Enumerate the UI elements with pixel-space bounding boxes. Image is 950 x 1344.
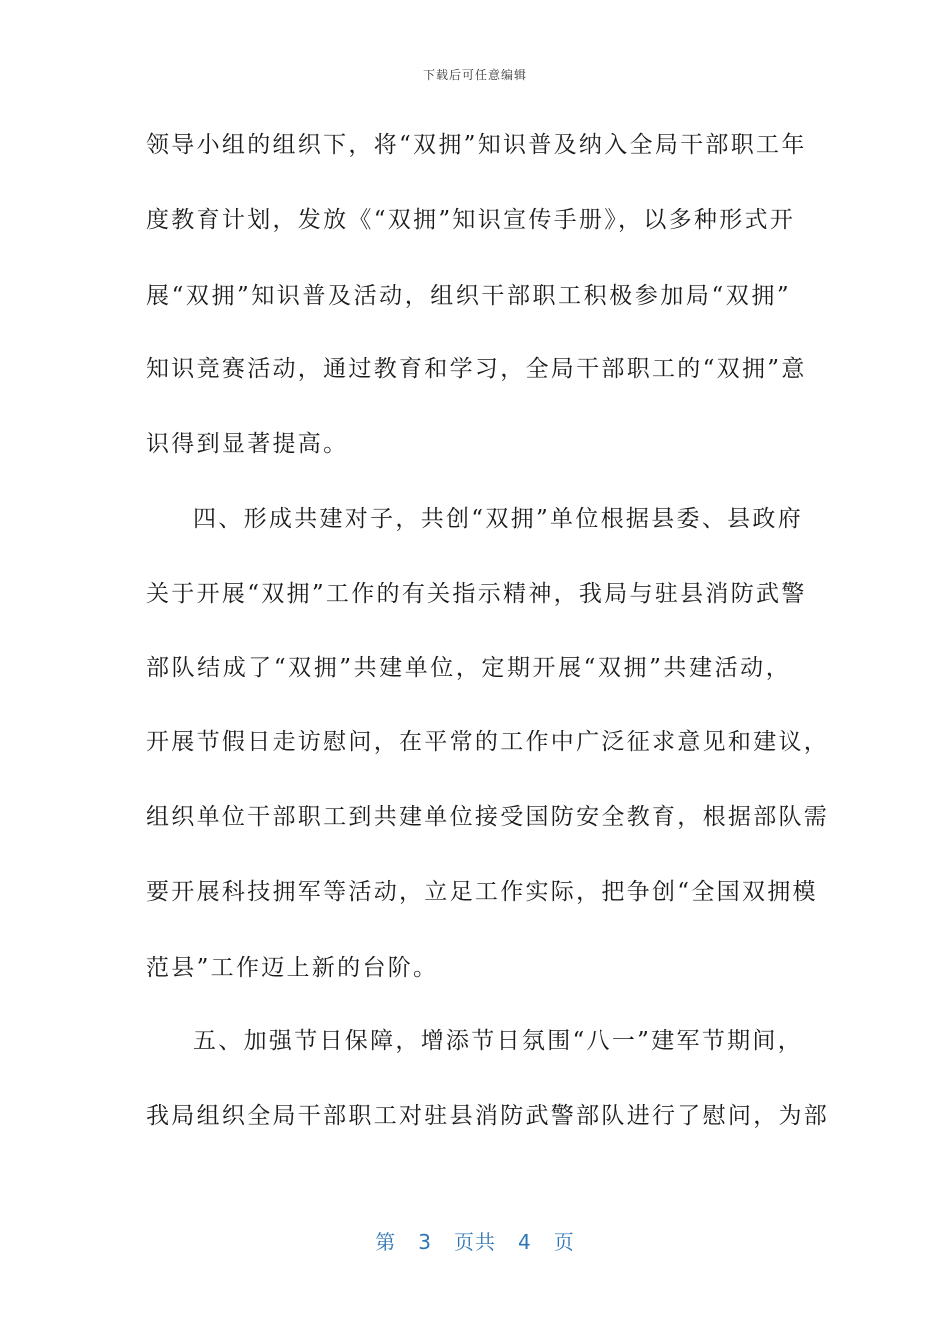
body-line: 范县”工作迈上新的台阶。 xyxy=(146,955,439,981)
footer-suffix: 页 xyxy=(553,1230,575,1254)
body-line: 识得到显著提高。 xyxy=(146,431,349,457)
paragraph-first-line: 五、加强节日保障，增添节日氛围“八一”建军节期间， xyxy=(193,1028,804,1054)
body-line: 组织单位干部职工到共建单位接受国防安全教育，根据部队需 xyxy=(146,804,830,830)
body-line: 知识竞赛活动，通过教育和学习，全局干部职工的“双拥”意 xyxy=(146,356,807,382)
footer-current-page: 3 xyxy=(418,1230,432,1254)
body-line: 要开展科技拥军等活动，立足工作实际，把争创“全国双拥模 xyxy=(146,879,818,905)
body-line: 关于开展“双拥”工作的有关指示精神，我局与驻县消防武警 xyxy=(146,581,807,607)
body-line: 展“双拥”知识普及活动，组织干部职工积极参加局“双拥” xyxy=(146,283,791,309)
paragraph-first-line: 四、形成共建对子，共创“双拥”单位根据县委、县政府 xyxy=(193,506,804,532)
body-line: 领导小组的组织下，将“双拥”知识普及纳入全局干部职工年 xyxy=(146,132,807,158)
page-footer xyxy=(0,1226,950,1255)
body-line: 度教育计划，发放《“双拥”知识宣传手册》，以多种形式开 xyxy=(146,207,796,233)
footer-prefix: 第 xyxy=(375,1230,397,1254)
body-line: 开展节假日走访慰问，在平常的工作中广泛征求意见和建议， xyxy=(146,729,830,755)
body-line: 部队结成了“双拥”共建单位，定期开展“双拥”共建活动， xyxy=(146,655,791,681)
body-line: 我局组织全局干部职工对驻县消防武警部队进行了慰问，为部 xyxy=(146,1103,830,1129)
footer-total-pages: 4 xyxy=(518,1230,532,1254)
footer-middle: 页共 xyxy=(454,1230,496,1254)
header-note: 下载后可任意编辑 xyxy=(422,68,527,82)
